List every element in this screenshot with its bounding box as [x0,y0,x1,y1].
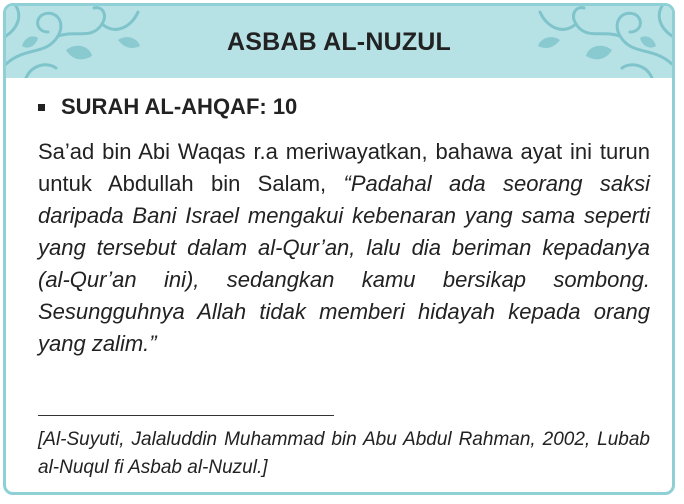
body-intro-text: Sa’ad bin Abi Waqas r.a meriwayatkan, bahawa ayat ini turun untuk Abdullah bin Salam, [38,139,650,196]
asbab-al-nuzul-card [3,3,675,495]
square-bullet-icon [38,104,45,111]
surah-heading-label: SURAH AL-AHQAF: 10 [61,94,298,119]
body-paragraph [38,136,650,360]
verse-quote-text: “Padahal ada seorang saksi daripada Bani Israel mengakui kebenaran yang sama seperti yang tersebut dalam al-Qur’an, lalu dia beriman kepadanya (al-Qur’an ini), sedangkan kamu bersikap sombong. Sesungguhnya Allah tidak memberi hidayah kepada orang yang zalim.” [38,171,650,356]
surah-heading [38,94,297,120]
citation-divider [38,415,334,416]
card-header [6,6,672,78]
citation-text: [Al-Suyuti, Jalaluddin Muhammad bin Abu Abdul Rahman, 2002, Lubab al-Nuqul fi Asbab al-Nuzul.] [38,429,650,478]
box-title: ASBAB AL-NUZUL [226,28,452,56]
